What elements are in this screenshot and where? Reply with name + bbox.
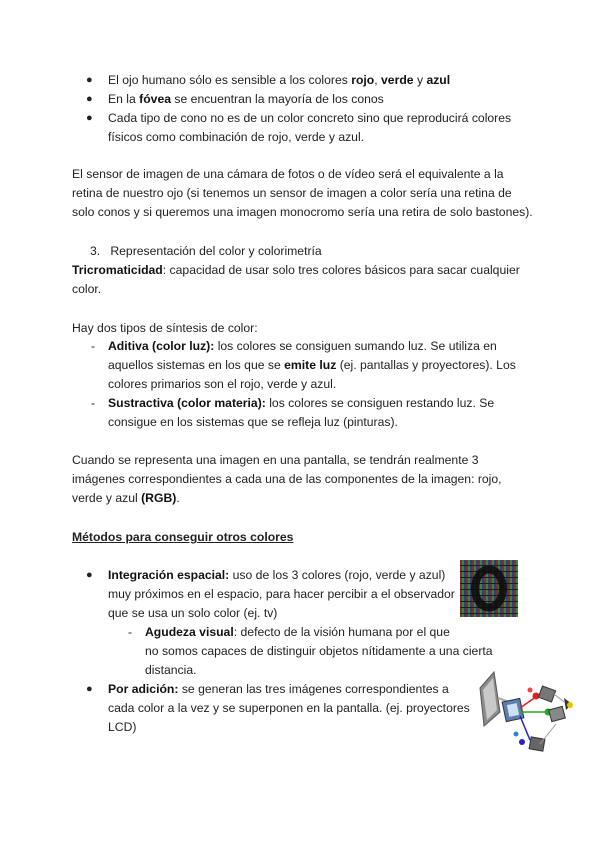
- acuity-line-3: distancia.: [145, 663, 197, 677]
- bullet-glyph: ●: [86, 74, 93, 86]
- acuity-line-2: no somos capaces de distinguir objetos nítidamente a una cierta: [145, 644, 493, 658]
- subtractive-line-1: Sustractiva (color materia): los colores se consiguen restando luz. Se: [108, 396, 495, 410]
- section-3-heading: 3. Representación del color y colorimetría: [90, 244, 322, 258]
- rgb-line-2: imágenes correspondientes a cada una de las componentes de la imagen: rojo,: [72, 472, 502, 486]
- dash-glyph: -: [91, 339, 96, 353]
- additive-line-3: colores primarios son el rojo, verde y azul.: [108, 377, 337, 391]
- tricromaticidad-line-2: color.: [72, 282, 102, 296]
- additive-line-1: Aditiva (color luz): los colores se consiguen sumando luz. Se utiliza en: [108, 339, 497, 353]
- lcd-projector-diagram: [470, 668, 580, 762]
- dash-glyph: -: [128, 625, 133, 639]
- dash-glyph: -: [91, 396, 96, 410]
- bullet-glyph: ●: [86, 93, 93, 105]
- bullet-glyph: ●: [86, 569, 93, 581]
- addition-line-3: LCD): [108, 720, 137, 734]
- subtractive-line-2: consigue en los sistemas que se refleja luz (pinturas).: [108, 415, 398, 429]
- additive-line-2: aquellos sistemas en los que se emite luz (ej. pantallas y proyectores). Los: [108, 358, 516, 372]
- acuity-line-1: Agudeza visual: defecto de la visión humana por el que: [145, 625, 450, 639]
- rgb-subpixel-image: [460, 560, 518, 617]
- addition-line-2: cada color a la vez y se superponen en la pantalla. (ej. proyectores: [108, 701, 470, 715]
- bullet-glyph: ●: [86, 112, 93, 124]
- cones-bullet-1: El ojo humano sólo es sensible a los colores rojo, verde y azul: [108, 73, 451, 87]
- cones-bullet-3-line-1: Cada tipo de cono no es de un color concreto sino que reproducirá colores: [108, 111, 512, 125]
- rgb-line-3: verde y azul (RGB).: [72, 491, 180, 505]
- cones-bullet-2: En la fóvea se encuentran la mayoría de los conos: [108, 92, 384, 106]
- tricromaticidad-line-1: Tricromaticidad: capacidad de usar solo tres colores básicos para sacar cualquier: [72, 263, 520, 277]
- spatial-line-2: muy próximos en el espacio, para hacer percibir a el observador: [108, 587, 455, 601]
- cones-bullet-3-line-2: físicos como combinación de rojo, verde y azul.: [108, 130, 365, 144]
- synthesis-intro: Hay dos tipos de síntesis de color:: [72, 321, 258, 335]
- spatial-line-1: Integración espacial: uso de los 3 colores (rojo, verde y azul): [108, 568, 446, 582]
- addition-line-1: Por adición: se generan las tres imágenes correspondientes a: [108, 682, 449, 696]
- sensor-line-2: retina de nuestro ojo (si tenemos un sensor de imagen a color sería una retina de: [72, 186, 512, 200]
- sensor-line-1: El sensor de imagen de una cámara de fotos o de vídeo será el equivalente a la: [72, 167, 504, 181]
- bullet-glyph: ●: [86, 683, 93, 695]
- methods-heading: Métodos para conseguir otros colores: [72, 530, 294, 544]
- rgb-line-1: Cuando se representa una imagen en una pantalla, se tendrán realmente 3: [72, 453, 479, 467]
- spatial-line-3: que se usa un solo color (ej. tv): [108, 606, 278, 620]
- sensor-line-3: solo conos y si queremos una imagen monocromo sería una retira de solo bastones).: [72, 205, 533, 219]
